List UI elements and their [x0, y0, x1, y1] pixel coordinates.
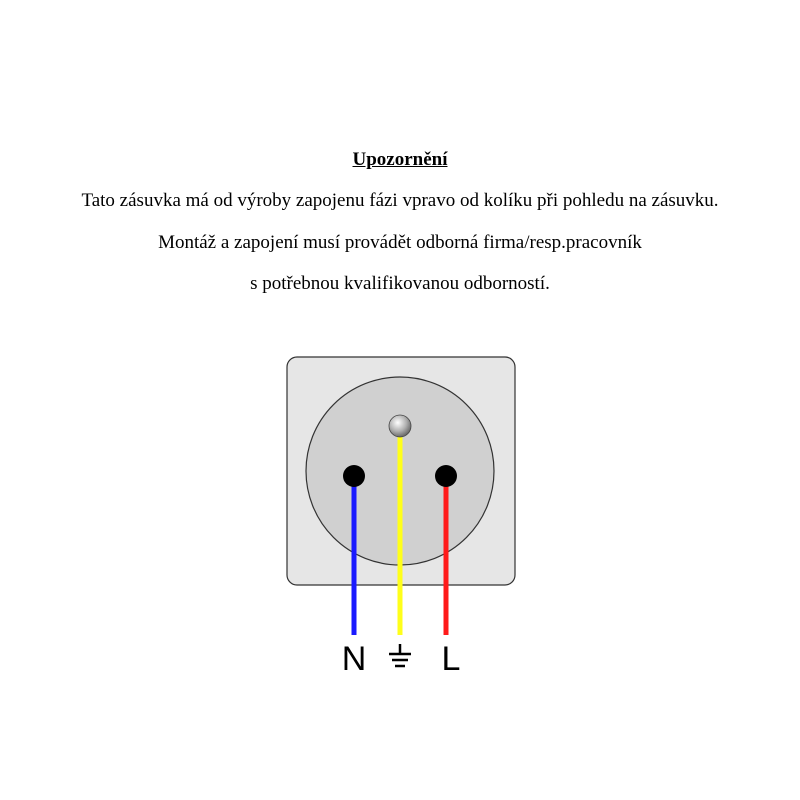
live-pin-hole [435, 465, 457, 487]
label-neutral: N [341, 640, 367, 678]
notice-line-1: Tato zásuvka má od výroby zapojenu fázi vpravo od kolíku při pohledu na zásuvku. [81, 190, 719, 211]
earth-ground-icon [389, 644, 411, 666]
notice-line-3: s potřebnou kvalifikovanou odborností. [250, 273, 550, 294]
neutral-pin-hole [343, 465, 365, 487]
notice-title: Upozornění [352, 149, 448, 170]
label-live: L [441, 640, 461, 678]
earth-pin [389, 415, 411, 437]
notice-line-2: Montáž a zapojení musí provádět odborná firma/resp.pracovník [158, 232, 642, 253]
